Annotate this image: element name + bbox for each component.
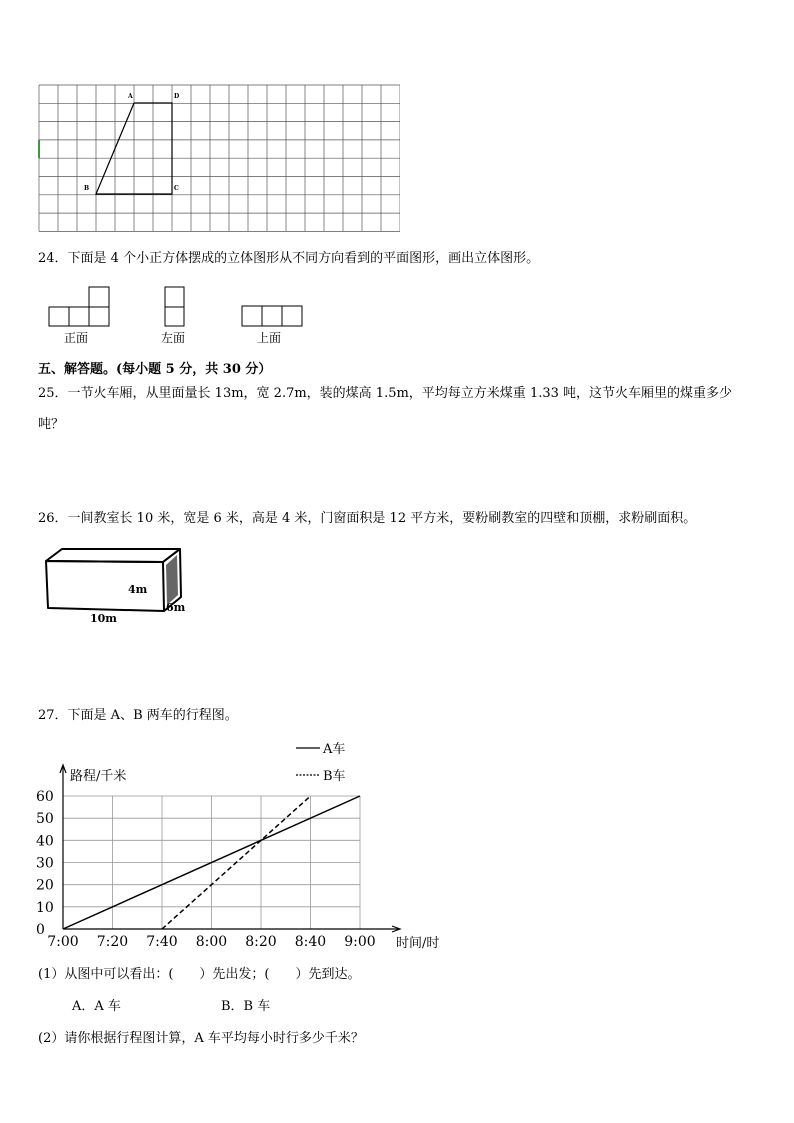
q24-left-view xyxy=(163,285,187,329)
point-label-d: D xyxy=(174,93,180,100)
section5-title: 五、解答题。(每小题 5 分，共 30 分） xyxy=(38,362,272,377)
x-tick-label: 8:40 xyxy=(294,934,327,950)
y-tick-label: 0 xyxy=(36,922,45,938)
x-tick-label: 7:00 xyxy=(47,934,79,950)
q27-option-a: A．A 车 xyxy=(72,999,121,1014)
q27-text: 27．下面是 A、B 两车的行程图。 xyxy=(38,708,238,723)
q24-left-label: 左面 xyxy=(161,331,186,345)
point-label-c: C xyxy=(174,185,179,192)
q24-front-label: 正面 xyxy=(64,331,89,345)
point-label-a: A xyxy=(128,93,133,100)
y-axis-title: 路程/千米 xyxy=(70,769,127,784)
point-label-b: B xyxy=(84,185,90,192)
legend-a-label: A车 xyxy=(323,742,346,757)
x-tick-label: 9:00 xyxy=(344,934,376,950)
grid-figure xyxy=(38,84,400,234)
y-tick-label: 50 xyxy=(36,811,54,828)
x-tick-label: 7:40 xyxy=(146,934,178,950)
q24-text: 24．下面是 4 个小正方体摆成的立体图形从不同方向看到的平面图形，画出立体图形。 xyxy=(38,251,540,266)
q26-label-width: 6m xyxy=(166,601,186,614)
q24-front-view xyxy=(48,285,110,329)
y-tick-label: 40 xyxy=(36,833,54,850)
y-tick-label: 30 xyxy=(36,855,54,872)
x-axis-title: 时间/时 xyxy=(396,936,440,951)
q27-sub1: (1）从图中可以看出：( ）先出发；( ）先到达。 xyxy=(38,967,361,982)
x-tick-label: 8:00 xyxy=(195,934,228,950)
q27-option-b: B．B 车 xyxy=(221,999,271,1014)
grid-lines xyxy=(39,85,400,231)
x-tick-label: 7:20 xyxy=(96,934,129,950)
q25-line1: 25．一节火车厢，从里面量长 13m，宽 2.7m，装的煤高 1.5m，平均每立方米煤重 1.33 吨，这节火车厢里的煤重多少 xyxy=(38,386,733,401)
q26-box-side-hatch xyxy=(166,555,178,605)
q24-top-view xyxy=(241,304,303,329)
legend-b-label: B车 xyxy=(323,769,346,784)
q26-label-height: 4m xyxy=(128,583,148,596)
q27-sub2: (2）请你根据行程图计算，A 车平均每小时行多少千米？ xyxy=(38,1031,364,1046)
q26-text: 26．一间教室长 10 米，宽是 6 米，高是 4 米，门窗面积是 12 平方米，要粉刷教室的四壁和顶棚，求粉刷面积。 xyxy=(38,511,697,526)
grid-green-marker xyxy=(38,140,40,158)
y-tick-label: 60 xyxy=(36,789,54,805)
q24-top-label: 上面 xyxy=(257,331,282,345)
q27-travel-chart xyxy=(30,735,470,955)
q26-classroom-box xyxy=(40,545,200,630)
y-tick-label: 10 xyxy=(36,899,54,916)
q25-line2: 吨？ xyxy=(38,417,65,432)
y-tick-label: 20 xyxy=(36,877,54,894)
q26-label-length: 10m xyxy=(90,612,117,625)
chart-ticks xyxy=(36,789,376,950)
x-tick-label: 8:20 xyxy=(245,934,277,950)
